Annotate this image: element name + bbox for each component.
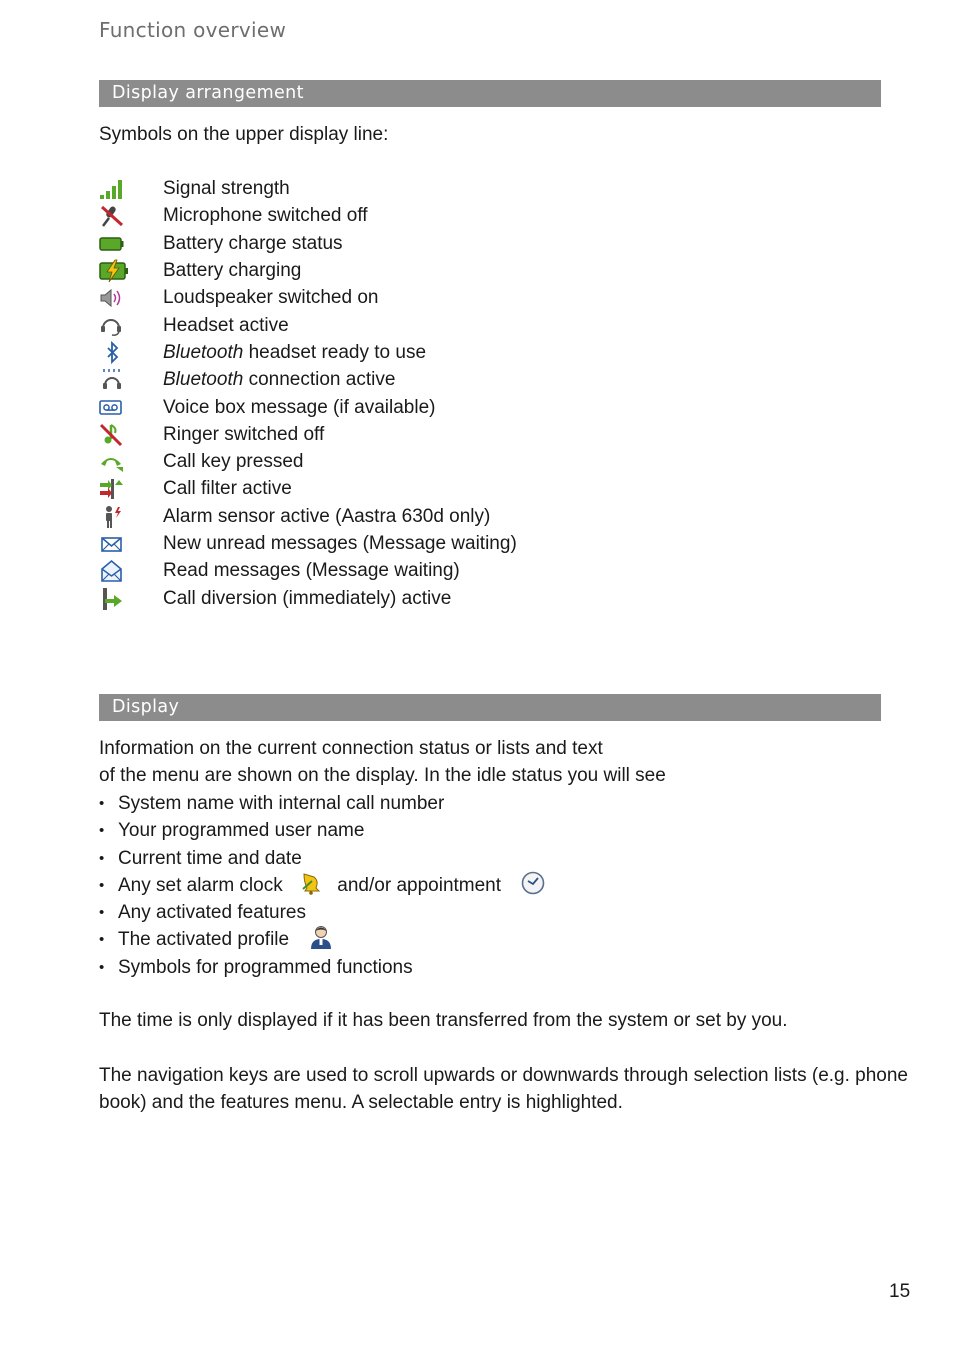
symbol-row <box>99 175 699 202</box>
call-key-icon <box>99 450 125 474</box>
navigation-paragraph-line2: book) and the features menu. A selectable entry is highlighted. <box>99 1092 623 1113</box>
list-item-text: Current time and date <box>118 847 302 869</box>
symbol-label: Call key pressed <box>163 451 304 472</box>
ringer-off-icon <box>99 423 125 447</box>
battery-icon <box>99 232 125 256</box>
symbol-row <box>99 257 699 284</box>
symbol-label: Alarm sensor active (Aastra 630d only) <box>163 506 491 527</box>
bullet-marker: • <box>99 822 105 840</box>
bluetooth-icon <box>99 341 125 365</box>
list-item <box>99 790 546 817</box>
battery-charging-icon <box>99 259 129 283</box>
symbol-label: Microphone switched off <box>163 205 368 226</box>
envelope-unread-icon <box>99 532 125 556</box>
symbol-row <box>99 557 699 584</box>
bluetooth-connection-icon <box>99 368 125 392</box>
symbols-intro: Symbols on the upper display line: <box>99 124 389 145</box>
section-heading-display: Display <box>99 694 881 721</box>
symbol-label: Signal strength <box>163 178 290 199</box>
list-item-text: Symbols for programmed functions <box>118 956 413 978</box>
list-item <box>99 845 546 872</box>
alarm-clock-icon <box>300 871 322 895</box>
symbol-label-rest: headset ready to use <box>243 342 427 363</box>
symbol-row <box>99 475 699 502</box>
bullet-marker: • <box>99 931 105 949</box>
microphone-off-icon <box>99 204 125 228</box>
headset-icon <box>99 314 125 338</box>
list-item <box>99 954 546 981</box>
symbol-label-emphasis: Bluetooth <box>163 369 244 390</box>
list-item <box>99 899 546 926</box>
list-item-text: The activated profile <box>118 929 290 951</box>
symbol-label-emphasis: Bluetooth <box>163 342 244 363</box>
section-heading-display-arrangement: Display arrangement <box>99 80 881 107</box>
symbol-row <box>99 366 699 393</box>
bullet-marker: • <box>99 849 105 867</box>
list-item-text: Your programmed user name <box>118 820 365 842</box>
symbol-label: Voice box message (if available) <box>163 397 436 418</box>
symbol-row <box>99 448 699 475</box>
list-item <box>99 872 546 899</box>
symbol-row <box>99 394 699 421</box>
alarm-sensor-icon <box>99 505 125 529</box>
symbol-label <box>163 339 426 366</box>
display-intro-line1: Information on the current connection status or lists and text <box>99 738 603 759</box>
appointment-clock-icon <box>520 870 546 896</box>
symbol-row <box>99 503 699 530</box>
display-intro-line2: of the menu are shown on the display. In the idle status you will see <box>99 765 666 786</box>
symbol-row <box>99 312 699 339</box>
symbol-label: Read messages (Message waiting) <box>163 560 460 581</box>
symbol-row <box>99 230 699 257</box>
bullet-marker: • <box>99 876 105 894</box>
list-item-text: System name with internal call number <box>118 793 445 814</box>
profile-icon <box>310 924 332 950</box>
list-item-text: Any activated features <box>118 902 306 924</box>
call-diversion-icon <box>99 587 125 611</box>
envelope-read-icon <box>99 559 125 583</box>
list-item-text: Any set alarm clock <box>118 874 283 896</box>
symbol-label: Battery charge status <box>163 233 343 254</box>
symbol-row <box>99 284 699 311</box>
symbol-label: New unread messages (Message waiting) <box>163 533 517 554</box>
voicemail-icon <box>99 396 125 420</box>
symbol-label: Call diversion (immediately) active <box>163 588 452 609</box>
signal-strength-icon <box>99 177 125 201</box>
navigation-paragraph-line1: The navigation keys are used to scroll upwards or downwards through selection lists (e.g. phone <box>99 1065 908 1086</box>
bullet-marker: • <box>99 958 105 976</box>
loudspeaker-icon <box>99 286 125 310</box>
symbol-row <box>99 530 699 557</box>
symbol-row <box>99 202 699 229</box>
call-filter-icon <box>99 477 125 501</box>
idle-status-list <box>99 790 546 981</box>
symbol-label: Loudspeaker switched on <box>163 287 379 308</box>
symbol-row <box>99 585 699 612</box>
symbol-label: Headset active <box>163 315 289 336</box>
time-note-paragraph: The time is only displayed if it has been transferred from the system or set by you. <box>99 1010 788 1031</box>
symbol-label-rest: connection active <box>243 369 396 390</box>
list-item <box>99 817 546 844</box>
symbol-row <box>99 421 699 448</box>
bullet-marker: • <box>99 795 105 812</box>
symbol-label: Call filter active <box>163 478 292 499</box>
symbol-label: Battery charging <box>163 260 302 281</box>
symbol-row <box>99 339 699 366</box>
running-title: Function overview <box>99 18 287 42</box>
symbol-label: Ringer switched off <box>163 424 325 445</box>
list-item-text-appointment: and/or appointment <box>337 874 502 896</box>
symbol-label <box>163 366 395 393</box>
list-item <box>99 926 546 953</box>
page-number: 15 <box>889 1281 911 1302</box>
bullet-marker: • <box>99 904 105 922</box>
